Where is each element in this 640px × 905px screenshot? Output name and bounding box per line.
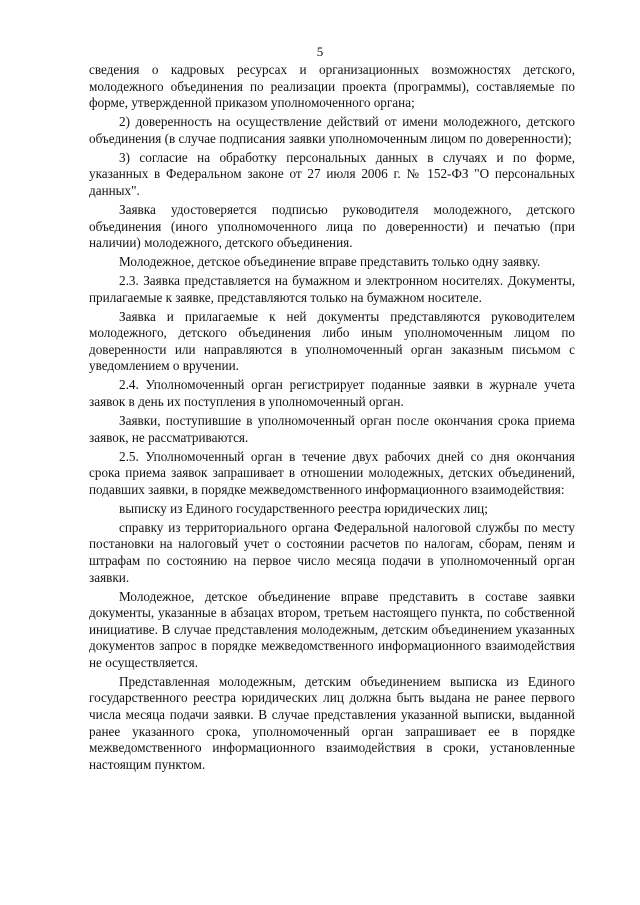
paragraph: справку из территориального органа Федеральной налоговой службы по месту постановки на налоговый учет о состоянии расчетов по налогам, сборам, пеням и штрафам по состоянию на первое число месяца подачи в уполномоченный орган заявки.	[89, 519, 575, 585]
paragraph: Молодежное, детское объединение вправе представить в составе заявки документы, указанные в абзацах втором, третьем настоящего пункта, по собственной инициативе. В случае представления молодежным, детским объединением указанных документов запрос в порядке межведомственного информационного взаимодействия не осуществляется.	[89, 588, 575, 670]
paragraph: 2) доверенность на осуществление действий от имени молодежного, детского объединения (в случае подписания заявки уполномоченным лицом по доверенности);	[89, 114, 575, 146]
paragraph: сведения о кадровых ресурсах и организационных возможностях детского, молодежного объединения по реализации проекта (программы), составляемые по форме, утвержденной приказом уполномоченного органа;	[89, 62, 575, 111]
body-text	[89, 62, 575, 776]
paragraph: Заявки, поступившие в уполномоченный орган после окончания срока приема заявок, не рассматриваются.	[89, 413, 575, 445]
paragraph: Заявка и прилагаемые к ней документы представляются руководителем молодежного, детского объединения либо иным уполномоченным лицом по доверенности или направляются в уполномоченный орган заказным письмом с уведомлением о вручении.	[89, 308, 575, 374]
paragraph: выписку из Единого государственного реестра юридических лиц;	[119, 500, 488, 516]
paragraph: 3) согласие на обработку персональных данных в случаях и по форме, указанных в Федеральном законе от 27 июля 2006 г. № 152-ФЗ "О персональных данных".	[89, 149, 575, 198]
paragraph: 2.4. Уполномоченный орган регистрирует поданные заявки в журнале учета заявок в день их поступления в уполномоченный орган.	[89, 377, 575, 410]
paragraph: 2.5. Уполномоченный орган в течение двух рабочих дней со дня окончания срока приема заявок запрашивает в отношении молодежных, детских объединений, подавших заявки, в порядке межведомственного информационного взаимодействия:	[89, 448, 575, 497]
paragraph: Молодежное, детское объединение вправе представить только одну заявку.	[119, 254, 541, 270]
paragraph: 2.3. Заявка представляется на бумажном и электронном носителях. Документы, прилагаемые к заявке, представляются только на бумажном носителе.	[89, 273, 575, 305]
paragraph: Представленная молодежным, детским объединением выписка из Единого государственного реестра юридических лиц должна быть выдана не ранее первого числа месяца подачи заявки. В случае представления указанной выписки, выданной ранее указанного срока, уполномоченный орган запрашивает ее в порядке межведомственного информационного взаимодействия в сроки, установленные настоящим пунктом.	[89, 673, 575, 772]
page-number: 5	[316, 44, 324, 59]
paragraph: Заявка удостоверяется подписью руководителя молодежного, детского объединения (иного уполномоченного лица по доверенности) и печатью (при наличии) молодежного, детского объединения.	[89, 201, 575, 251]
